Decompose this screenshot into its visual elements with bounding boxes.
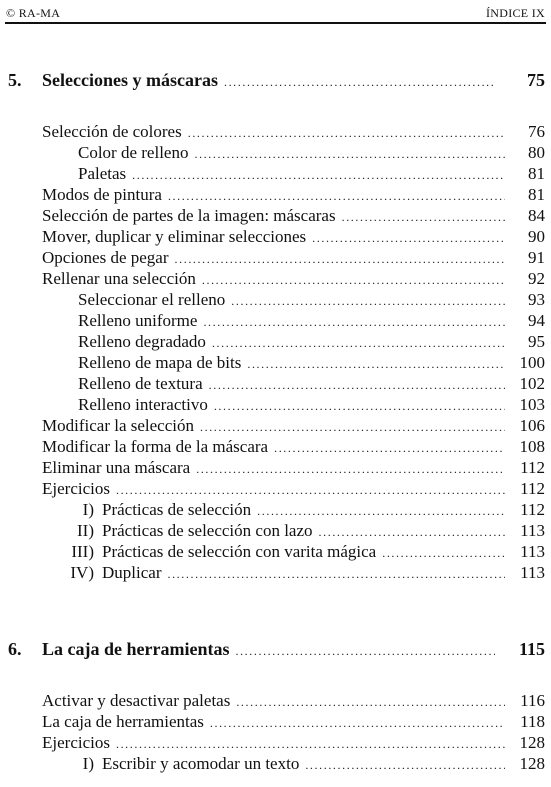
chapter-title: La caja de herramientas bbox=[42, 639, 230, 659]
dot-leader bbox=[194, 147, 505, 162]
exercise-numeral: II) bbox=[77, 521, 94, 540]
index-page-label: ÍNDICE IX bbox=[485, 6, 545, 20]
entry-title: Selección de partes de la imagen: máscaras bbox=[42, 206, 336, 225]
entry-title: Relleno de mapa de bits bbox=[78, 353, 242, 372]
entry-title: Prácticas de selección con lazo bbox=[102, 521, 313, 540]
dot-leader bbox=[231, 294, 505, 309]
dot-leader bbox=[274, 441, 505, 456]
toc-subentry bbox=[78, 143, 545, 163]
entry-page: 116 bbox=[520, 691, 545, 710]
entry-page: 92 bbox=[528, 269, 545, 288]
entry-page: 113 bbox=[520, 563, 545, 582]
toc-subentry bbox=[78, 353, 545, 373]
dot-leader bbox=[200, 420, 505, 435]
entry-page: 81 bbox=[528, 164, 545, 183]
dot-leader bbox=[196, 462, 505, 477]
chapter-page: 75 bbox=[527, 70, 545, 90]
dot-leader bbox=[224, 75, 495, 90]
toc-entry bbox=[42, 122, 545, 142]
header-rule bbox=[5, 22, 546, 24]
entry-page: 80 bbox=[528, 143, 545, 162]
entry-page: 112 bbox=[520, 500, 545, 519]
dot-leader bbox=[132, 168, 505, 183]
toc-subentry bbox=[78, 290, 545, 310]
entry-title: Duplicar bbox=[102, 563, 162, 582]
toc-subentry bbox=[78, 332, 545, 352]
dot-leader bbox=[214, 399, 505, 414]
entry-title: Modos de pintura bbox=[42, 185, 162, 204]
toc-entry bbox=[42, 227, 545, 247]
entry-page: 102 bbox=[519, 374, 545, 393]
entry-page: 128 bbox=[519, 733, 545, 752]
entry-title: Selección de colores bbox=[42, 122, 182, 141]
entry-page: 103 bbox=[519, 395, 545, 414]
exercise-numeral: I) bbox=[82, 754, 94, 773]
entry-page: 113 bbox=[520, 542, 545, 561]
dot-leader bbox=[203, 315, 505, 330]
entry-page: 81 bbox=[528, 185, 545, 204]
entry-page: 112 bbox=[520, 479, 545, 498]
dot-leader bbox=[312, 231, 505, 246]
dot-leader bbox=[168, 189, 505, 204]
dot-leader bbox=[175, 252, 505, 267]
chapter-5-heading bbox=[8, 70, 545, 91]
entry-page: 95 bbox=[528, 332, 545, 351]
entry-title: Seleccionar el relleno bbox=[78, 290, 226, 309]
entry-page: 94 bbox=[528, 311, 545, 330]
entry-title: Escribir y acomodar un texto bbox=[102, 754, 300, 773]
entry-title: Eliminar una máscara bbox=[42, 458, 191, 477]
chapter-page: 115 bbox=[518, 639, 545, 659]
entry-title: Color de relleno bbox=[78, 143, 189, 162]
exercise-entry bbox=[42, 500, 545, 520]
entry-page: 113 bbox=[520, 521, 545, 540]
toc-entry bbox=[42, 437, 545, 457]
entry-page: 90 bbox=[528, 227, 545, 246]
dot-leader bbox=[188, 126, 505, 141]
exercise-numeral: III) bbox=[71, 542, 94, 561]
entry-title: Activar y desactivar paletas bbox=[42, 691, 231, 710]
entry-page: 106 bbox=[519, 416, 545, 435]
entry-page: 118 bbox=[520, 712, 545, 731]
entry-page: 128 bbox=[519, 754, 545, 773]
chapter-6-heading bbox=[8, 639, 545, 660]
entry-page: 76 bbox=[528, 122, 545, 141]
exercise-entry bbox=[42, 754, 545, 774]
chapter-title: Selecciones y máscaras bbox=[42, 70, 218, 90]
entry-title: Ejercicios bbox=[42, 733, 110, 752]
dot-leader bbox=[210, 716, 505, 731]
entry-title: Prácticas de selección bbox=[102, 500, 252, 519]
toc-entry bbox=[42, 712, 545, 732]
dot-leader bbox=[319, 525, 505, 540]
entry-title: La caja de herramientas bbox=[42, 712, 204, 731]
dot-leader bbox=[235, 644, 495, 659]
entry-title: Prácticas de selección con varita mágica bbox=[102, 542, 377, 561]
toc-entry bbox=[42, 691, 545, 711]
dot-leader bbox=[342, 210, 505, 225]
dot-leader bbox=[382, 546, 505, 561]
entry-title: Modificar la selección bbox=[42, 416, 194, 435]
exercise-numeral: I) bbox=[82, 500, 94, 519]
entry-title: Relleno degradado bbox=[78, 332, 206, 351]
toc-subentry bbox=[78, 311, 545, 331]
entry-title: Ejercicios bbox=[42, 479, 110, 498]
dot-leader bbox=[236, 695, 505, 710]
entry-page: 112 bbox=[520, 458, 545, 477]
exercise-numeral: IV) bbox=[70, 563, 94, 582]
entry-title: Relleno interactivo bbox=[78, 395, 208, 414]
entry-page: 108 bbox=[519, 437, 545, 456]
exercise-entry bbox=[42, 563, 545, 583]
toc-entry bbox=[42, 733, 545, 753]
dot-leader bbox=[212, 336, 505, 351]
entry-page: 91 bbox=[528, 248, 545, 267]
entry-title: Rellenar una selección bbox=[42, 269, 196, 288]
dot-leader bbox=[116, 483, 505, 498]
exercise-entry bbox=[42, 542, 545, 562]
entry-page: 93 bbox=[528, 290, 545, 309]
exercise-entry bbox=[42, 521, 545, 541]
dot-leader bbox=[209, 378, 505, 393]
toc-entry bbox=[42, 458, 545, 478]
dot-leader bbox=[257, 504, 505, 519]
toc-entry bbox=[42, 479, 545, 499]
dot-leader bbox=[247, 357, 505, 372]
entry-title: Modificar la forma de la máscara bbox=[42, 437, 269, 456]
publisher-label: © RA-MA bbox=[6, 6, 61, 20]
chapter-number: 5. bbox=[8, 70, 22, 90]
entry-title: Mover, duplicar y eliminar selecciones bbox=[42, 227, 307, 246]
toc-entry bbox=[42, 185, 545, 205]
entry-title: Relleno uniforme bbox=[78, 311, 198, 330]
toc-entry bbox=[42, 206, 545, 226]
toc-entry bbox=[42, 248, 545, 268]
dot-leader bbox=[167, 567, 505, 582]
toc-subentry bbox=[78, 395, 545, 415]
toc-entry bbox=[42, 416, 545, 436]
toc-subentry bbox=[78, 374, 545, 394]
toc-entry bbox=[42, 269, 545, 289]
running-header bbox=[6, 6, 545, 22]
toc-subentry bbox=[78, 164, 545, 184]
entry-title: Paletas bbox=[78, 164, 127, 183]
entry-title: Opciones de pegar bbox=[42, 248, 169, 267]
dot-leader bbox=[116, 737, 505, 752]
entry-page: 84 bbox=[528, 206, 545, 225]
dot-leader bbox=[202, 273, 505, 288]
entry-title: Relleno de textura bbox=[78, 374, 203, 393]
entry-page: 100 bbox=[519, 353, 545, 372]
dot-leader bbox=[305, 758, 505, 773]
chapter-number: 6. bbox=[8, 639, 22, 659]
